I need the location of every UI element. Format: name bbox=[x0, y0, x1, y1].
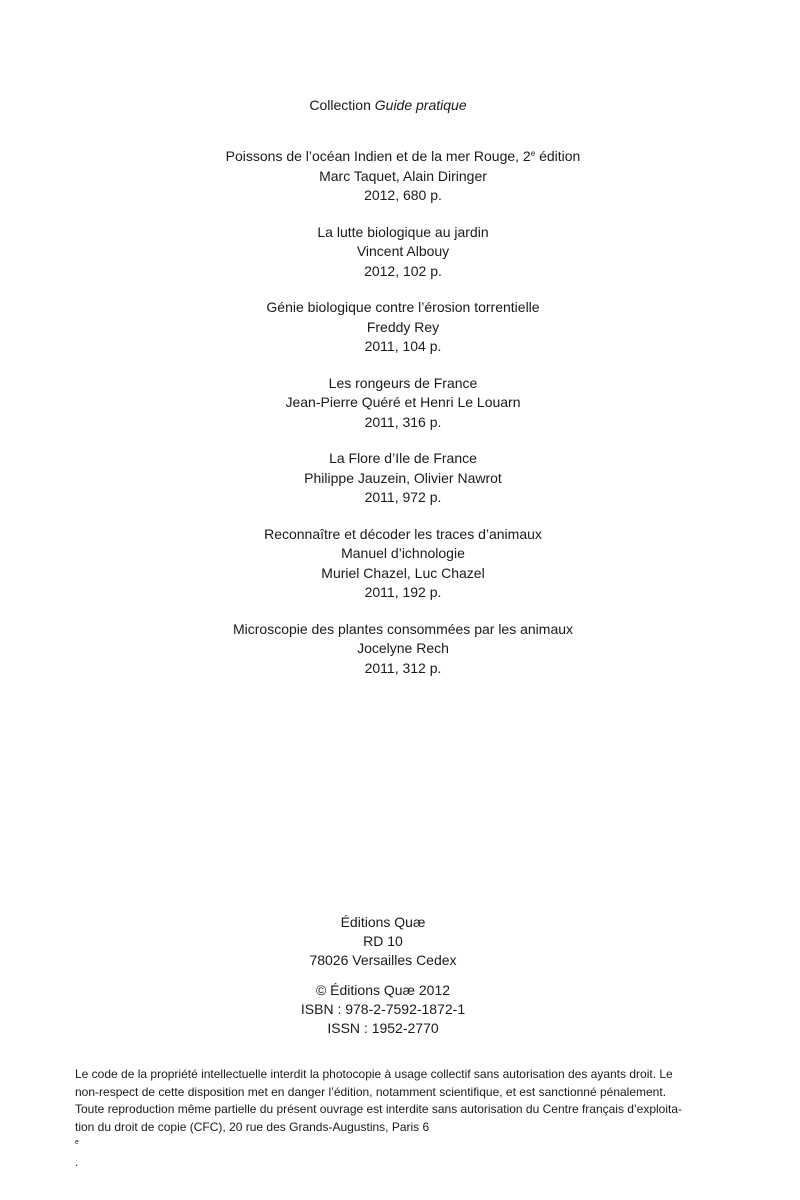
book-entry bbox=[0, 223, 800, 282]
legal-line: tion du droit de copie (CFC), 20 rue des Grands-Augustins, Paris 6 $^e$ . bbox=[75, 1119, 430, 1169]
legal-line: Le code de la propriété intellectuelle interdit la photocopie à usage collectif sans autorisation des ayants droit. Le bbox=[75, 1067, 673, 1081]
publisher-block bbox=[0, 913, 766, 1038]
book-entry bbox=[0, 449, 800, 508]
book-info: 2012, 102 p. bbox=[364, 262, 442, 279]
book-info: 2011, 192 p. bbox=[364, 584, 442, 600]
book-authors: Vincent Albouy bbox=[356, 243, 450, 259]
book-info: 2012, 680 p. bbox=[364, 187, 442, 203]
book-entry bbox=[0, 374, 800, 433]
spacer bbox=[0, 970, 766, 981]
book-entry bbox=[0, 525, 800, 603]
collection-heading bbox=[0, 96, 776, 114]
book-entry bbox=[0, 147, 800, 206]
collection-series-name: Guide pratique bbox=[374, 97, 467, 113]
book-entry bbox=[0, 298, 800, 357]
book-subtitle: Manuel d’ichnologie bbox=[341, 545, 465, 561]
book-title: La Flore d’Ile de France bbox=[329, 450, 477, 466]
book-authors: Philippe Jauzein, Olivier Nawrot bbox=[304, 469, 502, 486]
book-title: La lutte biologique au jardin bbox=[317, 223, 489, 240]
book-authors: Jean-Pierre Quéré et Henri Le Louarn bbox=[285, 394, 521, 410]
book-authors: Muriel Chazel, Luc Chazel bbox=[321, 564, 485, 581]
isbn-number: ISBN : 978-2-7592-1872-1 bbox=[300, 1001, 466, 1017]
publisher-address-line: 78026 Versailles Cedex bbox=[309, 952, 457, 968]
copyright-notice: © Éditions Quæ 2012 bbox=[315, 982, 451, 998]
book-title: Les rongeurs de France bbox=[328, 374, 478, 391]
book-info: 2011, 104 p. bbox=[364, 338, 442, 354]
publisher-name: Éditions Quæ bbox=[340, 914, 426, 930]
book-title: Poissons de l’océan Indien et de la mer Rouge, 2e édition bbox=[225, 148, 581, 164]
legal-line: non-respect de cette disposition met en danger l’édition, notamment scientifique, et est sanctionné pénalement. bbox=[75, 1084, 667, 1099]
book-list bbox=[0, 147, 800, 695]
collection-prefix: Collection bbox=[309, 97, 371, 113]
book-entry bbox=[0, 620, 800, 679]
book-authors: Freddy Rey bbox=[366, 318, 440, 335]
book-title: Reconnaître et décoder les traces d’animaux bbox=[264, 525, 542, 542]
legal-line: Toute reproduction même partielle du présent ouvrage est interdite sans autorisation du Centre français d’exploita- bbox=[75, 1102, 683, 1116]
publisher-address-line: RD 10 bbox=[363, 933, 403, 949]
book-info: 2011, 312 p. bbox=[364, 659, 442, 676]
book-authors: Jocelyne Rech bbox=[357, 640, 449, 656]
issn-number: ISSN : 1952-2770 bbox=[327, 1020, 439, 1036]
book-title: Microscopie des plantes consommées par les animaux bbox=[232, 620, 574, 637]
book-title: Génie biologique contre l’érosion torrentielle bbox=[266, 299, 540, 315]
book-authors: Marc Taquet, Alain Diringer bbox=[319, 167, 487, 184]
book-info: 2011, 972 p. bbox=[364, 489, 442, 505]
book-info: 2011, 316 p. bbox=[364, 413, 442, 430]
legal-notice bbox=[75, 1066, 735, 1171]
